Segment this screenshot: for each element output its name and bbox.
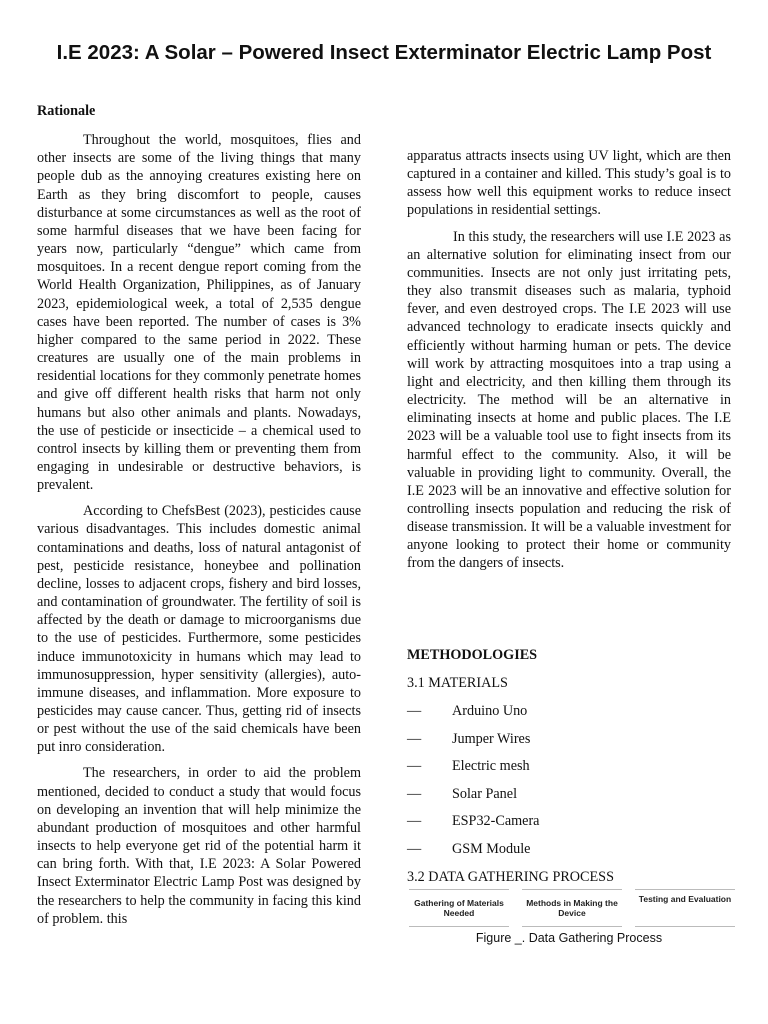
material-label: Electric mesh	[452, 758, 530, 775]
methodologies-section	[407, 646, 737, 890]
figure-caption: Figure _. Data Gathering Process	[475, 931, 663, 945]
dash-bullet: —	[407, 840, 422, 857]
list-item	[407, 785, 737, 813]
material-label: Jumper Wires	[452, 730, 531, 747]
dash-bullet: —	[407, 703, 422, 719]
process-step-gathering: Gathering of Materials Needed	[409, 889, 509, 927]
material-label: Solar Panel	[452, 785, 518, 802]
list-item	[407, 840, 737, 868]
dash-bullet: —	[407, 785, 422, 802]
dash-bullet: —	[407, 758, 422, 775]
dash-bullet: —	[407, 813, 422, 830]
list-item	[407, 702, 737, 730]
process-step-methods: Methods in Making the Device	[522, 889, 622, 927]
paper-title: I.E 2023: A Solar – Powered Insect Exterminator Electric Lamp Post	[56, 41, 712, 64]
material-label: GSM Module	[452, 840, 531, 857]
section-heading-methodologies: METHODOLOGIES	[407, 647, 538, 663]
data-gathering-process-diagram	[407, 889, 735, 929]
left-column	[37, 102, 361, 928]
list-item	[407, 757, 737, 785]
section-heading-rationale: Rationale	[37, 103, 96, 119]
list-item	[407, 812, 737, 840]
material-label: Arduino Uno	[452, 703, 528, 719]
process-step-testing: Testing and Evaluation	[635, 889, 735, 927]
paragraph: apparatus attracts insects using UV light, which are then captured in a container and killed. This study’s goal is to assess how well this equipment works to reduce insect populations in residential settings.	[407, 148, 731, 219]
dash-bullet: —	[407, 730, 422, 747]
subsection-heading-materials: 3.1 MATERIALS	[407, 675, 508, 691]
material-label: ESP32-Camera	[452, 813, 540, 830]
paragraph: According to ChefsBest (2023), pesticides cause various disadvantages. This includes domestic animal contaminations and deaths, loss of natural antagonist of pest, pesticide resistance, honeybee and pollination decline, losses to adjacent crops, fishery and bird losses, and contamination of groundwater. The fertility of soil is affected by the death or damage to microorganisms due to the use of pesticides. Furthermore, some pesticides induce immunotoxicity in humans which may lead to immunosuppression, hyper sensitivity (allergies), auto-immune diseases, and inflammation. More exposure to pesticides may cause cancer. Thus, getting rid of insects or pest without the use of the said chemicals have been put inro consideration.	[37, 503, 361, 756]
subsection-heading-data-gathering: 3.2 DATA GATHERING PROCESS	[407, 868, 614, 885]
paragraph: Throughout the world, mosquitoes, flies and other insects are some of the living things that many people dub as the annoying creatures existing here on Earth as they bring discomfort to people, causes disturbance at some circumstances as well as the root of some harmful diseases that we have been facing for years now, particularly “dengue” which came from mosquitoes. In a recent dengue report coming from the World Health Organization, Philippines, as of January 2023, epidemiological week, a total of 2,535 dengue cases have been reported. The number of cases is 3% higher compared to the same period in 2022. These creatures are usually one of the main problems in residential locations for they commonly penetrate homes and give off different health risks that harm not only humans but also other animals and plants. Nowadays, the use of pesticide or insecticide – a chemical used to control insects by killing them or preventing them from engaging in undesirable or destructive behaviors, is prevalent.	[37, 132, 361, 494]
materials-list	[407, 702, 737, 868]
paragraph: The researchers, in order to aid the problem mentioned, decided to conduct a study that would focus on developing an invention that will help minimize the abundant production of mosquitoes and other harmful insects to help everyone get rid of the potential harm it can bring forth. With that, I.E 2023: A Solar Powered Insect Exterminator Electric Lamp Post was designed by the researchers to help the community in facing this kind of problem. this	[37, 765, 361, 927]
paragraph: In this study, the researchers will use I.E 2023 as an alternative solution for eliminating insect from our communities. Insects are not only just irritating pets, they also transmit diseases such as malaria, typhoid fever, and even destroyed crops. The I.E 2023 will use advanced technology to eradicate insects quickly and efficiently without harming human or pets. The device will work by attracting mosquitoes into a trap using a light and electricity, and then killing them through its electricity. The method will be an alternative in eliminating insects at home and public places. The I.E 2023 will be a valuable tool use to fight insects from its harmful effect to the community. Also, it will be valuable in providing light to community. Overall, the I.E 2023 will be an innovative and effective solution for controlling insects population and reducing the risk of disease transmission. It will be a valuable investment for anyone looking to protect their home or community from the dangers of insects.	[407, 228, 731, 572]
right-column	[407, 147, 731, 573]
list-item	[407, 730, 737, 758]
